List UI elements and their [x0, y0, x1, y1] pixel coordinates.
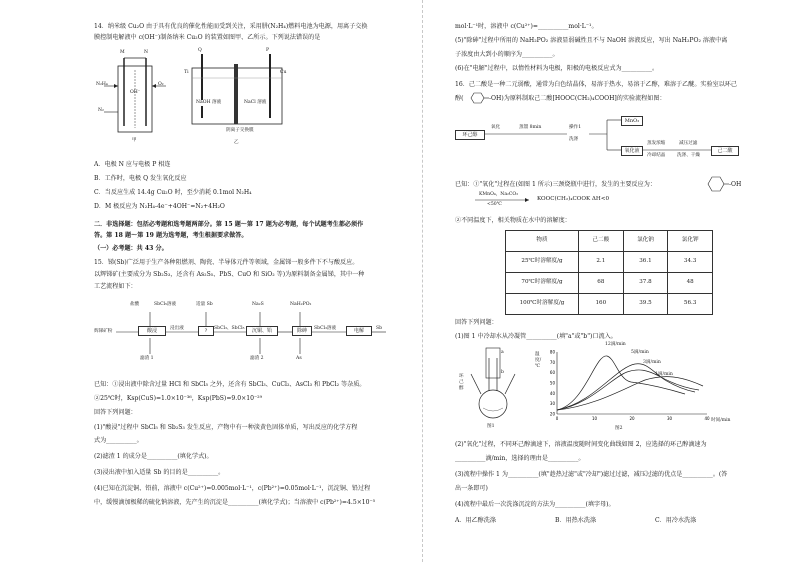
q16-sub3b: 出一条即可) [455, 485, 488, 492]
solubility-table [505, 230, 713, 315]
series-label: 12滴/min [605, 342, 626, 347]
flow-box: ? [198, 326, 214, 336]
q15-sub3: (3)浸出液中加入适量 Sb 的目的是__________。 [94, 469, 225, 476]
table-header: 物质 [506, 231, 579, 252]
y-tick-label: 40 [549, 390, 555, 396]
y-tick-label: 20 [549, 411, 555, 417]
flow-mid-label: SbCl₃溶液 [314, 326, 337, 331]
flow-top-label: 盐酸 [130, 302, 140, 307]
table-cell: 48 [668, 273, 713, 294]
x-tick-label: 0 [555, 416, 559, 421]
electrode-P-label: P [266, 48, 270, 53]
figure-jia [96, 50, 170, 150]
flow-tail-label: 减压过滤 [679, 141, 698, 146]
electrode-Q-label: Q [198, 48, 202, 53]
fig1-label-b: b [501, 370, 504, 375]
flow-step-label: 操作1 [569, 125, 582, 130]
q14-line1: 14．纳米级 Cu₂O 由于具有优良的催化性能而受到关注，采用肼(N₂H₄)燃料电池为电源，用离子交换 [94, 23, 368, 30]
cyclohexanol-ring-icon [467, 92, 489, 104]
q16-reaction [475, 192, 685, 212]
y-tick-label: 50 [549, 380, 555, 386]
table-cell: 36.1 [623, 252, 668, 273]
table-row [506, 273, 713, 294]
flow-bottom-label: As [296, 356, 302, 361]
curve-5 [557, 364, 695, 410]
fig2-caption: 图2 [615, 426, 623, 431]
oh-label: OH⁻ [130, 90, 141, 95]
y-tick-label: 80 [549, 349, 555, 355]
q14-option-a: A．电极 N 应与电极 P 相连 [94, 161, 171, 168]
q16-answer-intro: 回答下列问题： [455, 319, 498, 326]
fig1-caption: 图1 [487, 424, 495, 429]
flow-bottom-label: 滤渣 2 [250, 356, 264, 361]
q16-sub4: (4)流程中最后一次洗涤沉淀的方法为__________(填字母)。 [455, 501, 615, 508]
q14-option-d: D．M 极反应为 N₂H₄-4e⁻+4OH⁻=N₂+4H₂O [94, 203, 225, 210]
q15-sub1b: 式为__________。 [94, 437, 143, 444]
table-cell: 39.5 [623, 294, 668, 315]
flow-box: 除砷 [292, 326, 312, 336]
membrane-label: 阴离子交换膜 [226, 128, 254, 133]
table-cell: 70℃时溶解度/g [506, 273, 579, 294]
figure-1-flask [459, 344, 529, 432]
q15-sub6: (6)在"电解"过程中，以惰性材料为电极，阳极的电极反应式为__________。 [455, 65, 659, 72]
q15-sub1a: (1)"酸浸"过程中 SbCl₅ 和 Sb₂S₃ 发生反应，产物中有一种淡黄色固体单质，写出反应的化学方程 [94, 424, 358, 431]
flow-top-label: 适量 Sb [196, 302, 213, 307]
q16-line1: 16．己二酸是一种二元弱酸，通常为白色结晶体，易溶于热水，易溶于乙醇，难溶于乙醚。实验室以环己 [455, 81, 737, 88]
figure-yi [182, 48, 292, 152]
n2h4-label: N₂H₄ [96, 82, 108, 87]
q15-known2: ②25℃时，Ksp(CuS)=1.0×10⁻³⁶，Ksp(PbS)=9.0×10⁻²⁹ [94, 395, 263, 402]
flow-mid-label: 浸出液 [170, 326, 184, 331]
oxidation-liquid-box: 氧化液 [621, 146, 643, 156]
y-tick-label: 30 [549, 401, 555, 407]
n2-label: N₂ [98, 108, 104, 113]
flow-mid-label: Sb [376, 326, 383, 331]
page-fold-line [422, 0, 423, 562]
curve-3 [557, 370, 699, 410]
table-cell: 68 [579, 273, 624, 294]
flow-box: 电解 [346, 326, 372, 336]
table-cell: 37.8 [623, 273, 668, 294]
table-cell: 160 [579, 294, 624, 315]
table-header: 己二酸 [579, 231, 624, 252]
nacl-label: NaCl 溶液 [244, 100, 267, 105]
fig1-side-label: 环己醇 [459, 374, 464, 391]
flask-diagram [459, 344, 529, 422]
flow-tail-label: 蒸发浓缩 [647, 141, 666, 146]
q16-known1b: -OH [729, 181, 742, 188]
ti-label: Ti [184, 70, 189, 75]
q16-option-c: C．用冷水洗涤 [655, 517, 697, 524]
table-row [506, 252, 713, 273]
q15-line1: 15．锑(Sb)广泛用于生产各种阻燃剂、陶瓷、半导体元件等领域，金属锑一般多件下不与酸反应。 [94, 259, 359, 266]
q16-option-b: B．用热水洗涤 [555, 517, 597, 524]
cyclohexanol-ring-icon [705, 175, 729, 193]
flow-tail-label: 冷却结晶 [647, 153, 666, 158]
q16-sub1: (1)图 1 中冷却水从冷凝管__________(填"a"或"b")口流入。 [455, 333, 617, 340]
q16-flowchart [455, 110, 755, 176]
o2-label: O₂ [158, 82, 164, 87]
table-header: 氯化钾 [668, 231, 713, 252]
section2-line1: 二．非选择题：包括必考题和选考题两部分。第 15 题～第 17 题为必考题，每个试题考生都必须作 [94, 221, 364, 228]
q15-sub2: (2)滤渣 1 的成分是__________(填化学式)。 [94, 453, 213, 460]
reaction-product: KOOC(CH₂)₄COOK ΔH<0 [537, 196, 610, 202]
mno2-box: MnO₂ [621, 116, 643, 126]
chart-ylabel: 温度/℃ [535, 352, 542, 369]
flow-bottom-label: 滤渣 1 [140, 356, 154, 361]
flow-step-label: 蒸馏 8min [519, 125, 542, 130]
y-tick-label: 60 [549, 370, 555, 376]
q15-sub4a: (4)已知在沉淀铜、铅前，溶液中 c(Cu²⁺)=0.005mol·L⁻¹，c(Pb²⁺)=0.05mol·L⁻¹，沉淀铜、铅过程 [94, 485, 371, 492]
reaction-condition-bottom: <50℃ [487, 202, 502, 207]
naoh-label: NaOH 溶液 [196, 100, 222, 105]
q14-line2: 膜控制电解液中 c(OH⁻)制备纳米 Cu₂O 的装置如图甲、乙所示。下列说法错误的是 [94, 34, 321, 41]
series-label: 5滴/min [631, 350, 649, 355]
flow-box: 沉铜、铅 [246, 326, 278, 336]
temperature-chart [535, 344, 745, 424]
q16-line2-start: 醇( [455, 95, 464, 102]
flow-top-label: NaH₂PO₂ [290, 302, 312, 307]
q15-flowchart [94, 302, 389, 368]
x-tick-label: 30 [666, 416, 673, 421]
section2-line2: 答。第 18 题～第 19 题为选考题，考生根据要求做答。 [94, 232, 248, 239]
electrode-M-label: M [120, 50, 125, 55]
q16-known1a: 已知：①"氧化"过程在(如图 1 所示)三颈烧瓶中进行，发生的主要反应为： [455, 181, 656, 188]
q16-option-a: A．用乙醇洗涤 [455, 517, 496, 524]
chart-xlabel: 时间/min [711, 418, 731, 423]
section2-sub: （一）必考题：共 43 分。 [94, 245, 168, 252]
q15-line3: 工艺流程如下： [94, 283, 137, 290]
flow-start-box: 环己醇 [455, 130, 485, 140]
table-cell: 2.1 [579, 252, 624, 273]
q15-line2: 以辉锑矿(主要成分为 Sb₂S₃，还含有 As₂S₅、PbS、CuO 和 SiO₂ 等)为原料制备金属锑，其中一种 [94, 271, 365, 278]
x-tick-label: 40 [704, 416, 710, 421]
series-label: 3滴/min [643, 360, 661, 365]
x-tick-label: 20 [629, 416, 635, 421]
table-cell: 25℃时溶解度/g [506, 252, 579, 273]
q15-known1: 已知：①浸出液中除含过量 HCl 和 SbCl₅ 之外，还含有 SbCl₃、CuCl₂、AsCl₃ 和 PbCl₂ 等杂质。 [94, 381, 366, 388]
q15-sub5a: (5)"除砷"过程中所用的 NaH₂PO₂ 溶液显弱碱性且不与 NaOH 溶液反应，写出 NaH₂PO₂ 溶液中离 [455, 37, 728, 44]
flow-tail-label: 洗涤、干燥 [677, 153, 700, 158]
y-tick-label: 70 [549, 359, 555, 365]
q15-sub4b: 中，缓慢滴加极稀的硫化钠溶液，先产生的沉淀是__________(填化学式)；当溶液中 c(Pb²⁺)=4.5×10⁻⁵ [94, 499, 376, 506]
figure-2-chart [535, 344, 745, 434]
q16-sub2b: __________滴/min，选择的理由是__________。 [455, 455, 585, 462]
flow-top-label: SbCl₅溶液 [154, 302, 177, 307]
flow-step-label: 氧化 [491, 125, 501, 130]
fig1-label-a: a [501, 350, 504, 355]
curve-12 [557, 356, 685, 410]
q16-sub3a: (3)流程中操作 1 为__________(填"趁热过滤"或"冷却")滤过过滤，减压过滤的优点是__________。(答 [455, 471, 728, 478]
q14-option-c: C．当反应生成 14.4g Cu₂O 时，至少消耗 0.1mol N₂H₄ [94, 189, 252, 196]
flow-step-label: 洗涤 [569, 137, 579, 142]
electrode-N-label: N [144, 50, 149, 55]
q16-known2: ②不同温度下，相关物质在水中的溶解度： [455, 217, 571, 224]
figure-yi-caption: 乙 [234, 140, 239, 145]
table-cell: 56.3 [668, 294, 713, 315]
table-header: 氯化钠 [623, 231, 668, 252]
table-row [506, 294, 713, 315]
q15-answer-intro: 回答下列问题： [94, 409, 137, 416]
table-cell: 100℃时溶解度/g [506, 294, 579, 315]
flow-mid-label: SbCl₃、SbCl₅ [214, 326, 245, 331]
flow-feed-label: 辉锑矿粉 [94, 329, 113, 334]
series-label: 1滴/min [655, 372, 673, 377]
q16-line2-end: -OH)为原料制取己二酸[HOOC(CH₂)₄COOH]的实验流程如图： [489, 95, 666, 102]
flow-top-label: Na₂S [252, 302, 264, 307]
x-tick-label: 10 [591, 416, 598, 421]
cu-label: Cu [280, 70, 287, 75]
figure-jia-caption: 甲 [132, 138, 137, 143]
reaction-condition-top: KMnO₄，Na₂CO₃ [479, 192, 519, 197]
q15-cont-line1: mol·L⁻¹时，溶液中 c(Cu²⁺)=__________mol·L⁻¹。 [455, 23, 598, 30]
table-cell: 34.3 [668, 252, 713, 273]
flow-end-box: 己二酸 [711, 146, 739, 156]
q16-sub2a: (2)"氧化"过程，不同环己醇滴速下，溶液温度随时间变化曲线如图 2，应选择的环己醇滴速为 [455, 441, 707, 448]
flow-box: 酸浸 [138, 326, 166, 336]
q15-sub5b: 子浓度由大到小的顺序为__________。 [455, 51, 559, 58]
q16-flow-arrows [455, 110, 755, 176]
q14-option-b: B．工作时，电极 Q 发生氧化反应 [94, 175, 187, 182]
electrolysis-diagram [182, 48, 292, 134]
